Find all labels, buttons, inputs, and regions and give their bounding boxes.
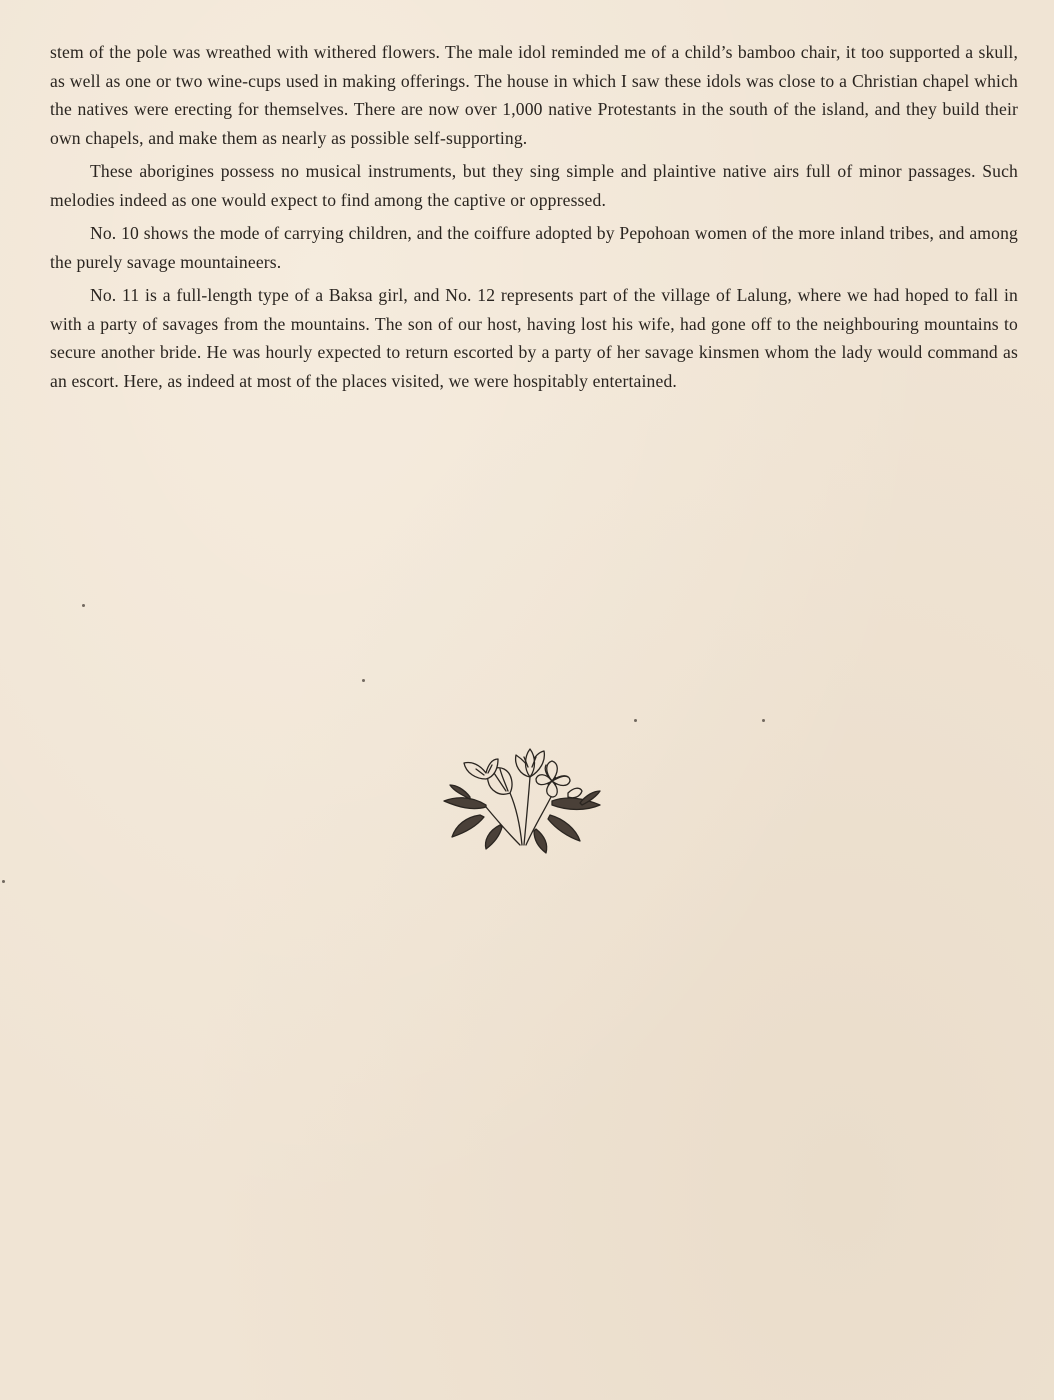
paper-speck (82, 604, 85, 607)
body-text (50, 38, 1018, 400)
floral-ornament-icon (440, 745, 605, 855)
paper-speck (762, 719, 765, 722)
paragraph-3: No. 10 shows the mode of carrying children, and the coiffure adopted by Pepohoan women of the more inland tribes, and among the purely savage mountaineers. (50, 223, 1018, 272)
paper-speck (362, 679, 365, 682)
paper-speck (2, 880, 5, 883)
paper-speck (634, 719, 637, 722)
paragraph-4: No. 11 is a full-length type of a Baksa girl, and No. 12 represents part of the village of Lalung, where we had hoped to fall in with a party of savages from the mountains. The son of our host, having lost his wife, had gone off to the neighbouring mountains to secure another bride. He was hourly expected to return escorted by a party of her savage kinsmen whom the lady would command as an escort. Here, as indeed at most of the places visited, we were hospitably entertained. (50, 285, 1018, 391)
paragraph-1: stem of the pole was wreathed with withered flowers. The male idol reminded me of a child’s bamboo chair, it too supported a skull, as well as one or two wine-cups used in making offerings. The house in which I saw these idols was close to a Christian chapel which the natives were erecting for themselves. There are now over 1,000 native Protestants in the south of the island, and they build their own chapels, and make them as nearly as possible self-supporting. (50, 42, 1018, 148)
paragraph-2: These aborigines possess no musical instruments, but they sing simple and plaintive native airs full of minor passages. Such melodies indeed as one would expect to find among the captive or oppressed. (50, 161, 1018, 210)
